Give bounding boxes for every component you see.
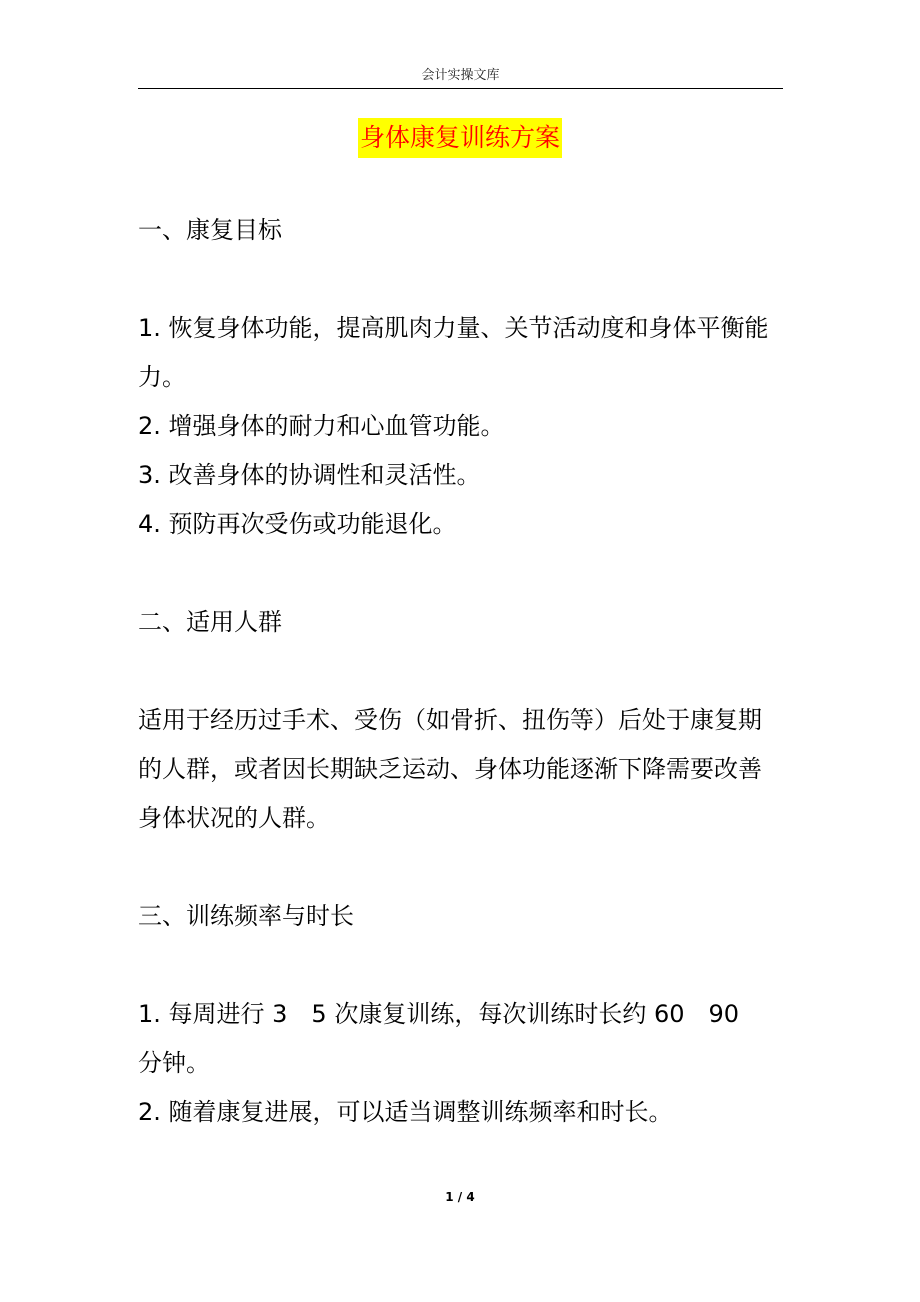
- page-footer: [0, 1190, 920, 1204]
- spacer: [138, 255, 788, 304]
- paragraph-line: 适用于经历过手术、受伤（如骨折、扭伤等）后处于康复期: [138, 706, 762, 734]
- section-heading: 三、训练频率与时长: [138, 902, 354, 930]
- paragraph-line: 力。: [138, 363, 186, 391]
- paragraph-line: 3. 改善身体的协调性和灵活性。: [138, 461, 481, 489]
- document-body: [138, 206, 788, 1137]
- paragraph-line: 4. 预防再次受伤或功能退化。: [138, 510, 457, 538]
- paragraph-line: 2. 随着康复进展，可以适当调整训练频率和时长。: [138, 1098, 673, 1126]
- paragraph-line: 的人群，或者因长期缺乏运动、身体功能逐渐下降需要改善: [138, 755, 762, 783]
- document-title: 身体康复训练方案: [358, 118, 562, 158]
- spacer: [138, 647, 788, 696]
- paragraph-line: 1. 恢复身体功能，提高肌肉力量、关节活动度和身体平衡能: [138, 314, 769, 342]
- paragraph-line: 1. 每周进行 3 5 次康复训练，每次训练时长约 60 90: [138, 1000, 740, 1028]
- spacer: [138, 843, 788, 892]
- page-header: [138, 64, 783, 89]
- paragraph-line: 身体状况的人群。: [138, 804, 330, 832]
- paragraph-line: 2. 增强身体的耐力和心血管功能。: [138, 412, 505, 440]
- section-heading: 二、适用人群: [138, 608, 282, 636]
- spacer: [138, 941, 788, 990]
- title-container: [0, 118, 920, 158]
- section-heading: 一、康复目标: [138, 216, 282, 244]
- page-indicator: 1 / 4: [445, 1190, 475, 1204]
- header-site-name: 会计实操文库: [421, 68, 500, 83]
- spacer: [138, 549, 788, 598]
- paragraph-line: 分钟。: [138, 1049, 210, 1077]
